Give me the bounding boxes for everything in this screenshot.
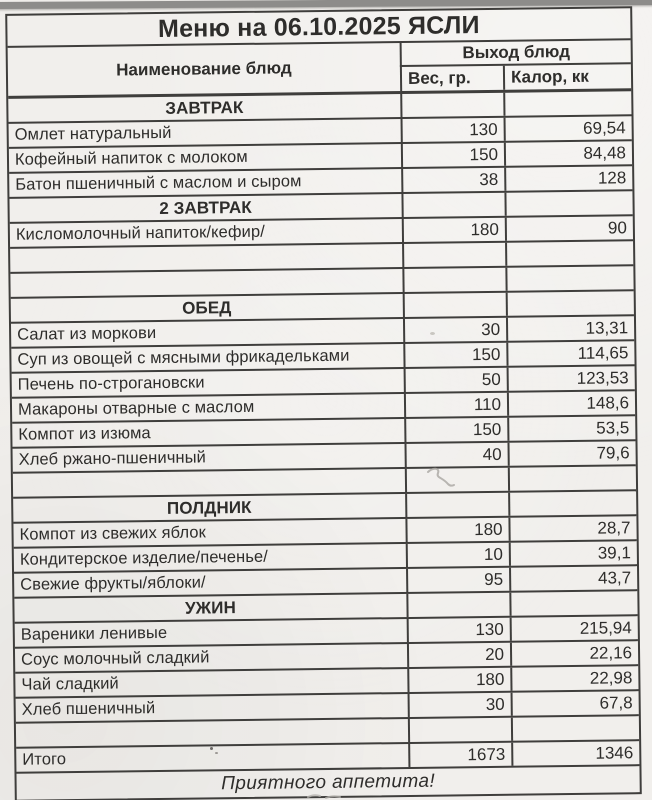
section-label: 2 ЗАВТРАК <box>159 197 252 218</box>
calories-value: 79,6 <box>507 441 635 466</box>
calories-value: 22,98 <box>510 666 638 691</box>
menu-table <box>5 6 642 800</box>
dish-name: Хлеб пшеничный <box>21 699 156 719</box>
calories-value: 128 <box>504 166 632 191</box>
calories-value: 69,54 <box>504 116 632 141</box>
calories-value <box>503 91 631 116</box>
weight-value: 10 <box>406 543 509 567</box>
weight-value <box>403 293 506 317</box>
weight-value <box>400 93 503 117</box>
calories-value <box>508 491 636 516</box>
column-header-calories: Калор, кк <box>503 64 631 90</box>
weight-value: 150 <box>403 343 506 367</box>
dish-name: Компот из свежих яблок <box>19 523 207 544</box>
dish-name: Вареники ленивые <box>20 623 168 644</box>
section-label: ОБЕД <box>182 297 232 318</box>
weight-value: 40 <box>404 443 507 467</box>
calories-value: 215,94 <box>510 616 638 641</box>
calories-value: 43,7 <box>509 566 637 591</box>
weight-value: 30 <box>403 318 506 342</box>
weight-value <box>401 193 504 217</box>
calories-value: 67,8 <box>511 691 639 716</box>
weight-value: 180 <box>402 218 505 242</box>
weight-value: 130 <box>401 118 504 142</box>
dish-name: Чай сладкий <box>21 674 119 694</box>
dish-name: Кисломолочный напиток/кефир/ <box>15 222 265 244</box>
weight-value <box>402 268 505 292</box>
calories-value: 22,16 <box>510 641 638 666</box>
dish-name <box>16 719 408 747</box>
calories-value <box>509 591 637 616</box>
calories-value: 148,6 <box>507 391 635 416</box>
dish-name: Макароны отварные с маслом <box>17 397 255 419</box>
weight-value: 50 <box>404 368 507 392</box>
total-label: Итого <box>22 750 67 769</box>
dish-name: Компот из изюма <box>18 424 151 444</box>
menu-table-body <box>8 91 639 774</box>
menu-table-header <box>8 40 632 99</box>
menu-title: Меню на 06.10.2025 ЯСЛИ <box>7 8 630 48</box>
calories-value: 39,1 <box>509 541 637 566</box>
weight-value: 180 <box>405 518 508 542</box>
weight-value: 150 <box>401 143 504 167</box>
calories-value: 13,31 <box>506 316 634 341</box>
calories-value <box>505 266 633 291</box>
dish-name <box>13 469 405 497</box>
section-label: ПОЛДНИК <box>166 497 252 518</box>
weight-value: 130 <box>407 618 510 642</box>
dish-name: Салат из моркови <box>17 324 157 344</box>
calories-value: 84,48 <box>504 141 632 166</box>
weight-value <box>406 593 509 617</box>
weight-value: 110 <box>404 393 507 417</box>
calories-value: 53,5 <box>507 416 635 441</box>
calories-value: 28,7 <box>508 516 636 541</box>
weight-value: 95 <box>406 568 509 592</box>
calories-value: 123,53 <box>507 366 635 391</box>
dish-name: Свежие фрукты/яблоки/ <box>20 573 206 594</box>
dish-name: Кофейный напиток с молоком <box>14 147 248 169</box>
weight-value: 20 <box>407 643 510 667</box>
dish-name: Суп из овощей с мясными фрикадельками <box>17 346 350 369</box>
calories-value <box>506 291 634 316</box>
dish-name <box>10 244 402 272</box>
weight-value <box>408 718 511 742</box>
calories-value: 1346 <box>511 741 639 766</box>
weight-value <box>402 243 505 267</box>
dish-name: Батон пшеничный с маслом и сыром <box>15 172 302 194</box>
section-label: УЖИН <box>184 597 237 618</box>
weight-value: 30 <box>408 693 511 717</box>
dish-name: Хлеб ржано-пшеничный <box>18 448 207 469</box>
section-label: ЗАВТРАК <box>165 97 244 118</box>
calories-value <box>511 716 639 741</box>
dish-name <box>10 269 402 297</box>
column-header-dish-name: Наименование блюд <box>116 58 292 80</box>
dish-name: Соус молочный сладкий <box>20 648 210 669</box>
weight-value: 38 <box>401 168 504 192</box>
column-header-output-group: Выход блюд <box>400 40 631 67</box>
dish-name: Кондитерское изделие/печенье/ <box>19 547 269 569</box>
calories-value: 90 <box>505 216 633 241</box>
calories-value <box>504 191 632 216</box>
calories-value <box>505 241 633 266</box>
weight-value: 1673 <box>408 743 511 767</box>
calories-value <box>508 466 636 491</box>
menu-footer: Приятного аппетита! <box>221 770 436 795</box>
dish-name: Печень по-строгановски <box>17 373 205 394</box>
calories-value: 114,65 <box>506 341 634 366</box>
weight-value <box>405 468 508 492</box>
weight-value <box>405 493 508 517</box>
weight-value: 180 <box>407 668 510 692</box>
weight-value: 150 <box>404 418 507 442</box>
column-header-weight: Вес, гр. <box>400 66 503 91</box>
dish-name: Омлет натуральный <box>14 123 172 144</box>
